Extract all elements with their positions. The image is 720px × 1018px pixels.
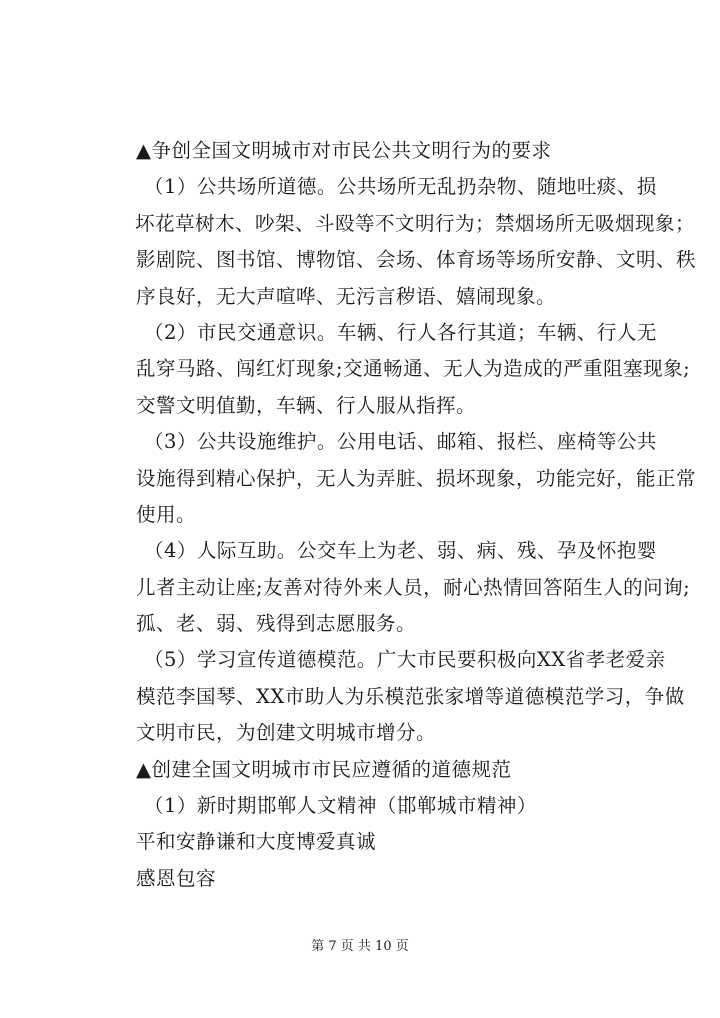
paragraph-line: 影剧院、图书馆、博物馆、会场、体育场等场所安静、文明、秩 — [136, 248, 697, 272]
paragraph-line: 序良好，无大声喧哗、无污言秽语、嬉闹现象。 — [136, 284, 557, 308]
paragraph-line: 文明市民，为创建文明城市增分。 — [136, 721, 437, 745]
page-number-footer: 第 7 页 共 10 页 — [311, 939, 409, 954]
paragraph-line: 模范李国琴、XX市助人为乐模范张家增等道德模范学习，争做 — [136, 684, 685, 708]
section-heading-requirements: ▲争创全国文明城市对市民公共文明行为的要求 — [136, 139, 552, 162]
paragraph-line: （2）市民交通意识。车辆、行人各行其道；车辆、行人无 — [144, 320, 657, 344]
paragraph-line: （1）新时期邯郸人文精神（邯郸城市精神） — [144, 794, 537, 818]
paragraph-line: 设施得到精心保护，无人为弄脏、损坏现象，功能完好，能正常 — [136, 466, 697, 490]
paragraph-line: （1）公共场所道德。公共场所无乱扔杂物、随地吐痰、损 — [144, 175, 657, 199]
paragraph-line: 平和安静谦和大度博爱真诚 — [136, 830, 377, 854]
paragraph-line: 使用。 — [136, 502, 197, 526]
section-heading-norms: ▲创建全国文明城市市民应遵循的道德规范 — [136, 757, 512, 781]
document-body — [135, 133, 697, 897]
paragraph-line: 交警文明值勤，车辆、行人服从指挥。 — [136, 393, 477, 417]
paragraph-line: 乱穿马路、闯红灯现象;交通畅通、无人为造成的严重阻塞现象; — [136, 357, 691, 381]
paragraph-line: 坏花草树木、吵架、斗殴等不文明行为；禁烟场所无吸烟现象； — [135, 211, 696, 235]
paragraph-line: 感恩包容 — [136, 866, 217, 890]
paragraph-line: 儿者主动让座;友善对待外来人员，耐心热情回答陌生人的问询; — [136, 575, 691, 599]
paragraph-line: 孤、老、弱、残得到志愿服务。 — [136, 612, 417, 636]
paragraph-line: （4）人际互助。公交车上为老、弱、病、残、孕及怀抱婴 — [144, 539, 657, 563]
paragraph-line: （5）学习宣传道德模范。广大市民要积极向XX省孝老爱亲 — [144, 648, 666, 672]
paragraph-line: （3）公共设施维护。公用电话、邮箱、报栏、座椅等公共 — [144, 430, 657, 454]
